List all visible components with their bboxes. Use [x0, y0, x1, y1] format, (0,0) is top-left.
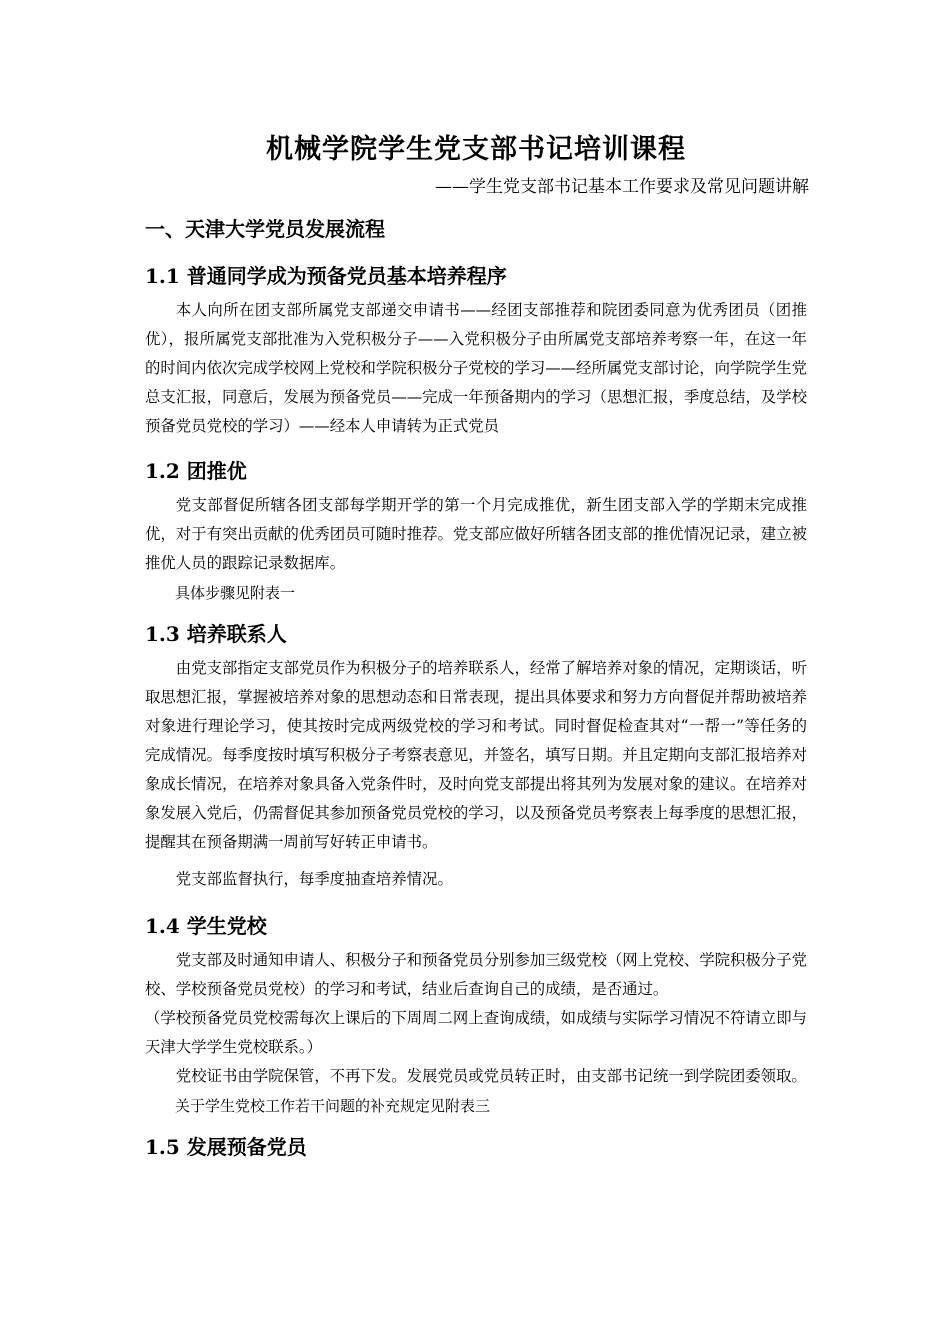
section-1-2-heading: 1.2 团推优 — [145, 459, 247, 483]
section-1-4-paragraph-note: （学校预备党员党校需每次上课后的下周周二网上查询成绩，如成绩与实际学习情况不符请立即与天津大学学生党校联系。） — [145, 1009, 807, 1056]
section-1-1-heading: 1.1 普通同学成为预备党员基本培养程序 — [145, 264, 507, 288]
section-1-3-paragraph: 由党支部指定支部党员作为积极分子的培养联系人，经常了解培养对象的情况，定期谈话，听取思想汇报，掌握被培养对象的思想动态和日常表现，提出具体要求和努力方向督促并帮助被培养对象进行理论学习，使其按时完成两级党校的学习和考试。同时督促检查其对“一帮一”等任务的完成情况。每季度按时填写积极分子考察表意见，并签名，填写日期。并且定期向支部汇报培养对象成长情况，在培养对象具备入党条件时，及时向党支部提出将其列为发展对象的建议。在培养对象发展入党后，仍需督促其参加预备党员党校的学习，以及预备党员考察表上每季度的思想汇报，提醒其在预备期满一周前写好转正申请书。 — [145, 659, 807, 851]
section-1-5-heading: 1.5 发展预备党员 — [145, 1135, 307, 1159]
section-1-3-paragraph-2: 党支部监督执行，每季度抽查培养情况。 — [175, 870, 453, 888]
section-1-2-paragraph: 党支部督促所辖各团支部每学期开学的第一个月完成推优，新生团支部入学的学期末完成推优，对于有突出贡献的优秀团员可随时推荐。党支部应做好所辖各团支部的推优情况记录，建立被推优人员的跟踪记录数据库。 — [145, 496, 807, 572]
section-1-4-heading: 1.4 学生党校 — [145, 914, 267, 938]
document-subtitle: ——学生党支部书记基本工作要求及常见问题讲解 — [435, 177, 809, 197]
section-1-4-note: 关于学生党校工作若干问题的补充规定见附表三 — [175, 1097, 491, 1115]
section-1-4-paragraph: 党支部及时通知申请人、积极分子和预备党员分别参加三级党校（网上党校、学院积极分子党校、学校预备党员党校）的学习和考试，结业后查询自己的成绩，是否通过。 — [145, 951, 807, 998]
section-1-1-paragraph: 本人向所在团支部所属党支部递交申请书——经团支部推荐和院团委同意为优秀团员（团推优），报所属党支部批准为入党积极分子——入党积极分子由所属党支部培养考察一年，在这一年的时间内依次完成学校网上党校和学院积极分子党校的学习——经所属党支部讨论，向学院学生党总支汇报，同意后，发展为预备党员——完成一年预备期内的学习（思想汇报，季度总结，及学校预备党员党校的学习）——经本人申请转为正式党员 — [145, 301, 807, 435]
document-title: 机械学院学生党支部书记培训课程 — [266, 134, 686, 165]
section-1-heading: 一、天津大学党员发展流程 — [145, 217, 385, 241]
section-1-4-paragraph-2: 党校证书由学院保管，不再下发。发展党员或党员转正时，由支部书记统一到学院团委领取。 — [175, 1067, 807, 1085]
section-1-2-note: 具体步骤见附表一 — [175, 584, 296, 602]
document-page — [145, 128, 807, 1167]
section-1-3-heading: 1.3 培养联系人 — [145, 622, 287, 646]
